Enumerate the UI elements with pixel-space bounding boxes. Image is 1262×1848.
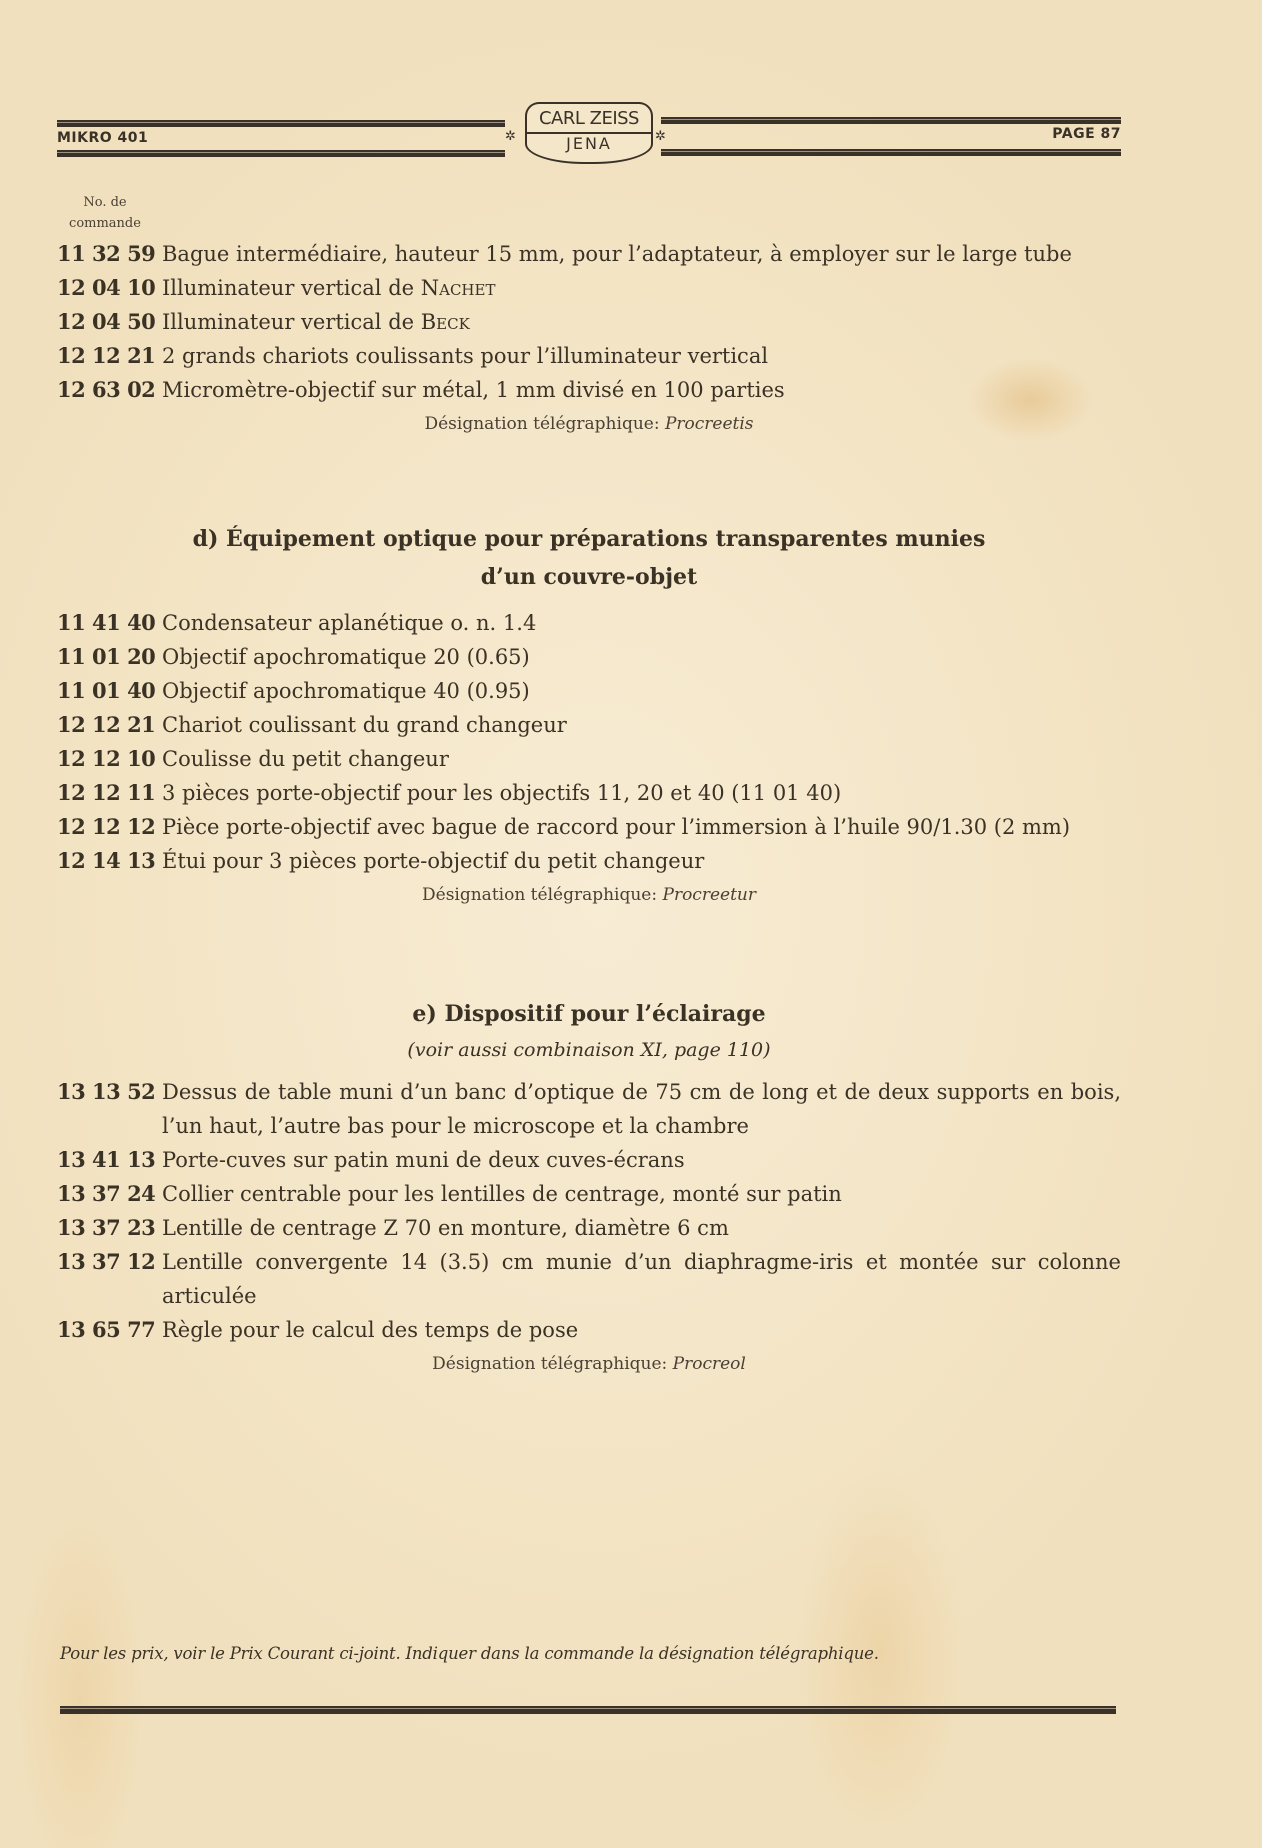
- entry-description: Collier centrable pour les lentilles de centrage, monté sur patin: [162, 1182, 842, 1206]
- order-code: 11 32 59: [57, 241, 156, 266]
- catalog-entry: [57, 844, 1121, 878]
- catalog-label: MIKRO 401: [57, 130, 149, 146]
- catalog-entry: [57, 606, 1121, 640]
- maker-name: Nachet: [420, 276, 496, 300]
- entry-description: [162, 271, 1121, 305]
- section-d: [57, 520, 1121, 912]
- telegraph-code: Procreetur: [662, 885, 756, 905]
- telegraph-label: Désignation télégraphique:: [424, 414, 665, 434]
- order-code: 12 04 10: [57, 275, 156, 300]
- telegraph-designation: [57, 878, 1121, 912]
- order-code: 12 63 02: [57, 377, 156, 402]
- entry-description: Objectif apochromatique 20 (0.65): [162, 645, 530, 669]
- order-code: 11 01 40: [57, 678, 156, 703]
- catalog-entry: [57, 1211, 1121, 1245]
- order-code: 13 37 24: [57, 1181, 156, 1206]
- order-code: 13 37 12: [57, 1249, 156, 1274]
- catalog-entry: [57, 305, 1121, 339]
- telegraph-label: Désignation télégraphique:: [432, 1354, 673, 1374]
- telegraph-code: Procreol: [672, 1354, 746, 1374]
- catalog-entry: [57, 640, 1121, 674]
- entry-description: Lentille convergente 14 (3.5) cm munie d’un diaphragme-iris et montée sur colonne articulée: [162, 1250, 1121, 1308]
- order-code: 11 01 20: [57, 644, 156, 669]
- header-rule: [661, 117, 1121, 124]
- order-code: 13 37 23: [57, 1215, 156, 1240]
- order-code: 12 14 13: [57, 848, 156, 873]
- catalog-entry: [57, 339, 1121, 373]
- catalog-entry: [57, 1143, 1121, 1177]
- catalog-entry: [57, 1313, 1121, 1347]
- page-header: [57, 108, 1121, 164]
- entry-description: Objectif apochromatique 40 (0.95): [162, 679, 530, 703]
- entry-description: Bague intermédiaire, hauteur 15 mm, pour l’adaptateur, à employer sur le large tube: [162, 242, 1072, 266]
- heading-line: No. de: [83, 195, 127, 210]
- header-rule: [57, 120, 505, 127]
- order-code: 13 41 13: [57, 1147, 156, 1172]
- catalog-entry: [57, 708, 1121, 742]
- telegraph-label: Désignation télégraphique:: [422, 885, 663, 905]
- logo-brand: CARL ZEISS: [527, 106, 651, 134]
- maker-name: Beck: [420, 310, 470, 334]
- order-code: 12 12 21: [57, 712, 156, 737]
- order-code: 13 65 77: [57, 1317, 156, 1342]
- order-code: 11 41 40: [57, 610, 156, 635]
- entry-description: Règle pour le calcul des temps de pose: [162, 1318, 579, 1342]
- section-e: [57, 995, 1121, 1381]
- entry-description: Condensateur aplanétique o. n. 1.4: [162, 611, 537, 635]
- entry-description: Coulisse du petit changeur: [162, 747, 449, 771]
- description-text: Illuminateur vertical de: [162, 276, 421, 300]
- telegraph-designation: [57, 1347, 1121, 1381]
- catalog-entry: [57, 237, 1121, 271]
- catalog-entry: [57, 1177, 1121, 1211]
- order-code: 12 12 10: [57, 746, 156, 771]
- catalog-entry: [57, 1245, 1121, 1313]
- footer-rule: [60, 1706, 1116, 1714]
- header-rule: [661, 149, 1121, 156]
- entry-description: Étui pour 3 pièces porte-objectif du petit changeur: [162, 849, 705, 873]
- pricing-note: Pour les prix, voir le Prix Courant ci-joint. Indiquer dans la commande la désignation télégraphique.: [60, 1644, 879, 1663]
- telegraph-code: Procreetis: [664, 414, 754, 434]
- order-code: 12 12 21: [57, 343, 156, 368]
- section-subtitle: (voir aussi combinaison XI, page 110): [407, 1039, 771, 1061]
- order-code: 13 13 52: [57, 1079, 156, 1104]
- section-c: [57, 237, 1121, 441]
- telegraph-designation: [57, 407, 1121, 441]
- ornament-star-icon: ✲: [505, 129, 516, 144]
- entry-description: Dessus de table muni d’un banc d’optique de 75 cm de long et de deux supports en bois, l’un haut, l’autre bas pour le microscope et la chambre: [162, 1080, 1121, 1138]
- heading-line: commande: [69, 216, 141, 231]
- entry-description: [162, 305, 1121, 339]
- order-number-heading: [60, 192, 150, 234]
- order-code: 12 12 11: [57, 780, 156, 805]
- entry-description: Porte-cuves sur patin muni de deux cuves-écrans: [162, 1148, 685, 1172]
- catalog-entry: [57, 271, 1121, 305]
- entry-description: Pièce porte-objectif avec bague de raccord pour l’immersion à l’huile 90/1.30 (2 mm): [162, 815, 1071, 839]
- ornament-star-icon: ✲: [655, 129, 666, 144]
- catalog-entry: [57, 810, 1121, 844]
- entry-description: Chariot coulissant du grand changeur: [162, 713, 567, 737]
- section-title: d’un couvre-objet: [480, 564, 698, 590]
- entry-description: 3 pièces porte-objectif pour les objectifs 11, 20 et 40 (11 01 40): [162, 781, 842, 805]
- section-title: e) Dispositif pour l’éclairage: [412, 1001, 766, 1027]
- entry-description: Micromètre-objectif sur métal, 1 mm divisé en 100 parties: [162, 378, 785, 402]
- entry-description: Lentille de centrage Z 70 en monture, diamètre 6 cm: [162, 1216, 729, 1240]
- header-rule: [57, 150, 505, 157]
- catalog-entry: [57, 373, 1121, 407]
- description-text: Illuminateur vertical de: [162, 310, 421, 334]
- catalog-entry: [57, 776, 1121, 810]
- carl-zeiss-logo: [525, 102, 653, 164]
- order-code: 12 04 50: [57, 309, 156, 334]
- catalog-entry: [57, 674, 1121, 708]
- section-title: d) Équipement optique pour préparations transparentes munies: [192, 526, 986, 552]
- logo-city: JENA: [566, 134, 612, 153]
- entry-description: 2 grands chariots coulissants pour l’illuminateur vertical: [162, 344, 769, 368]
- catalog-entry: [57, 1075, 1121, 1143]
- order-code: 12 12 12: [57, 814, 156, 839]
- page-number: PAGE 87: [1052, 126, 1121, 142]
- catalog-entry: [57, 742, 1121, 776]
